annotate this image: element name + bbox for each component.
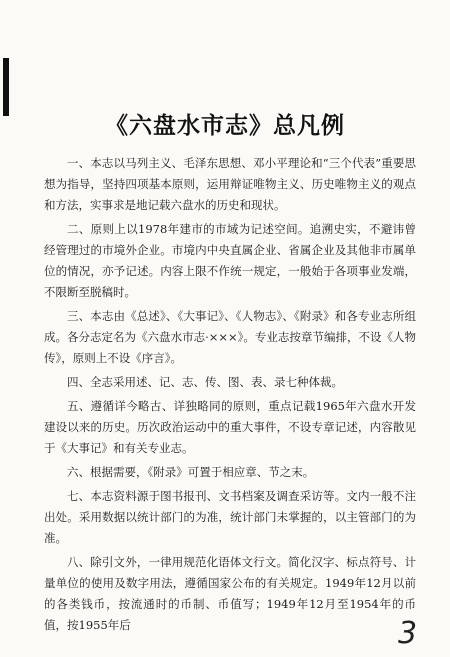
paragraph-1: 一、本志以马列主义、毛泽东思想、邓小平理论和“三个代表”重要思想为指导，坚持四项基本原则，运用辩证唯物主义、历史唯物主义的观点和方法，实事求是地记载六盘水的历史和现状。 (44, 156, 416, 212)
body-text (44, 153, 416, 639)
paragraph-6: 六、根据需要，《附录》可置于相应章、节之末。 (67, 465, 315, 479)
paragraph-5: 五、遵循详今略古、详独略同的原则，重点记载1965年六盘水开发建设以来的历史。历次政治运动中的重大事件，不设专章记述，内容散见于《大事记》和有关专业志。 (44, 399, 416, 455)
page-number: 3 (398, 616, 418, 651)
paragraph-4: 四、全志采用述、记、志、传、图、表、录七种体裁。 (67, 375, 343, 389)
paragraph-8: 八、除引文外，一律用规范化语体文行文。简化汉字、标点符号、计量单位的使用及数字用法，遵循国家公布的有关规定。1949年12月以前的各类钱币，按流通时的币制、币值写；1949年12月至1954年的币值，按1955年后 (44, 555, 416, 632)
paragraph-2: 二、原则上以1978年建市的市域为记述空间。追溯史实，不避讳曾经管理过的市境外企业。市境内中央直属企业、省属企业及其他非市属单位的情况，亦予记述。内容上限不作统一规定，一般始于各项事业发端，不限断至脱稿时。 (44, 222, 416, 299)
paragraph-3: 三、本志由《总述》、《大事记》、《人物志》、《附录》和各专业志所组成。各分志定名为《六盘水市志·×××》。专业志按章节编排，不设《人物传》，原则上不设《序言》。 (44, 309, 416, 365)
paragraph-7: 七、本志资料源于图书报刊、文书档案及调查采访等。文内一般不注出处。采用数据以统计部门的为准，统计部门未掌握的，以主管部门的为准。 (44, 489, 416, 545)
page-title: 《六盘水市志》总凡例 (105, 112, 345, 140)
